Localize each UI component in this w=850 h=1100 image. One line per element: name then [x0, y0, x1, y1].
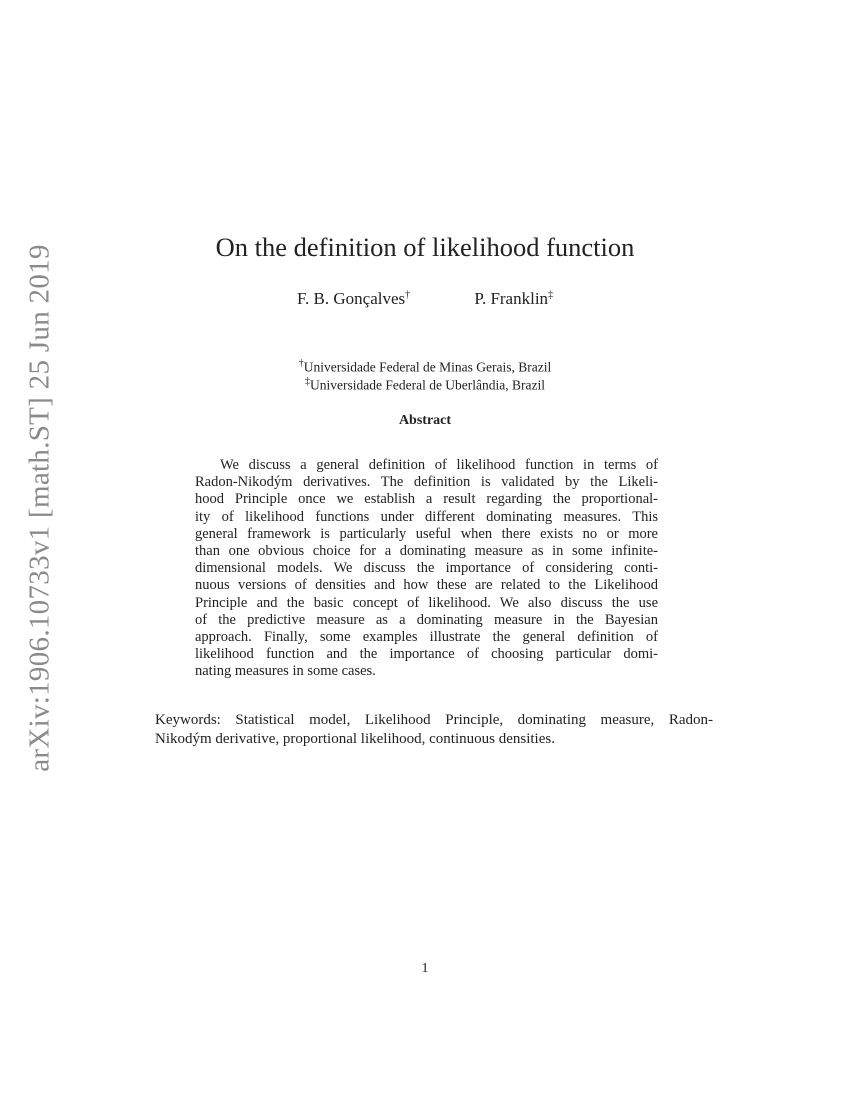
keywords: [155, 711, 713, 749]
abstract-line: We discuss a general definition of likelihood function in terms of: [220, 457, 658, 473]
abstract-line: nating measures in some cases.: [195, 663, 376, 680]
page-number: 1: [421, 961, 429, 976]
arxiv-stamp: arXiv:1906.10733v1 [math.ST] 25 Jun 2019: [23, 244, 56, 772]
authors: [0, 289, 850, 309]
abstract-line: hood Principle once we establish a result regarding the proportional-: [195, 491, 658, 508]
author: [474, 289, 553, 309]
abstract-line: Radon-Nikodým derivatives. The definition is validated by the Likeli-: [195, 474, 658, 491]
keywords-line: Nikodým derivative, proportional likelihood, continuous densities.: [155, 731, 555, 747]
paper-title: On the definition of likelihood function: [215, 232, 635, 262]
abstract-line: ity of likelihood functions under different dominating measures. This: [195, 508, 658, 525]
abstract-heading: Abstract: [398, 413, 452, 428]
keywords-line: Keywords: Statistical model, Likelihood Principle, dominating measure, Radon-: [155, 712, 713, 728]
affiliation-text: Universidade Federal de Uberlândia, Brazil: [309, 377, 546, 393]
affiliation: [0, 358, 850, 376]
affiliation-text: Universidade Federal de Minas Gerais, Brazil: [303, 359, 552, 375]
abstract-line: Principle and the basic concept of likelihood. We also discuss the use: [195, 594, 658, 611]
author: [297, 289, 410, 309]
abstract-line: nuous versions of densities and how these are related to the Likelihood: [195, 577, 658, 594]
author-name: P. Franklin: [474, 289, 549, 308]
author-name: F. B. Gonçalves: [296, 289, 406, 308]
author-mark: ‡: [548, 289, 554, 301]
affiliation-mark: †: [298, 358, 304, 369]
abstract-line: approach. Finally, some examples illustrate the general definition of: [195, 628, 658, 645]
abstract-line: of the predictive measure as a dominating measure in the Bayesian: [195, 611, 658, 628]
abstract-line: than one obvious choice for a dominating measure as in some infinite-: [195, 542, 658, 559]
abstract-body: [195, 457, 658, 680]
abstract-line: general framework is particularly useful when there exists no or more: [195, 525, 658, 542]
author-mark: †: [405, 289, 411, 301]
abstract-line: dimensional models. We discuss the importance of considering conti-: [195, 560, 658, 577]
affiliation-mark: ‡: [304, 376, 310, 387]
abstract-line: likelihood function and the importance of choosing particular domi-: [195, 646, 658, 663]
affiliation: [0, 376, 850, 394]
